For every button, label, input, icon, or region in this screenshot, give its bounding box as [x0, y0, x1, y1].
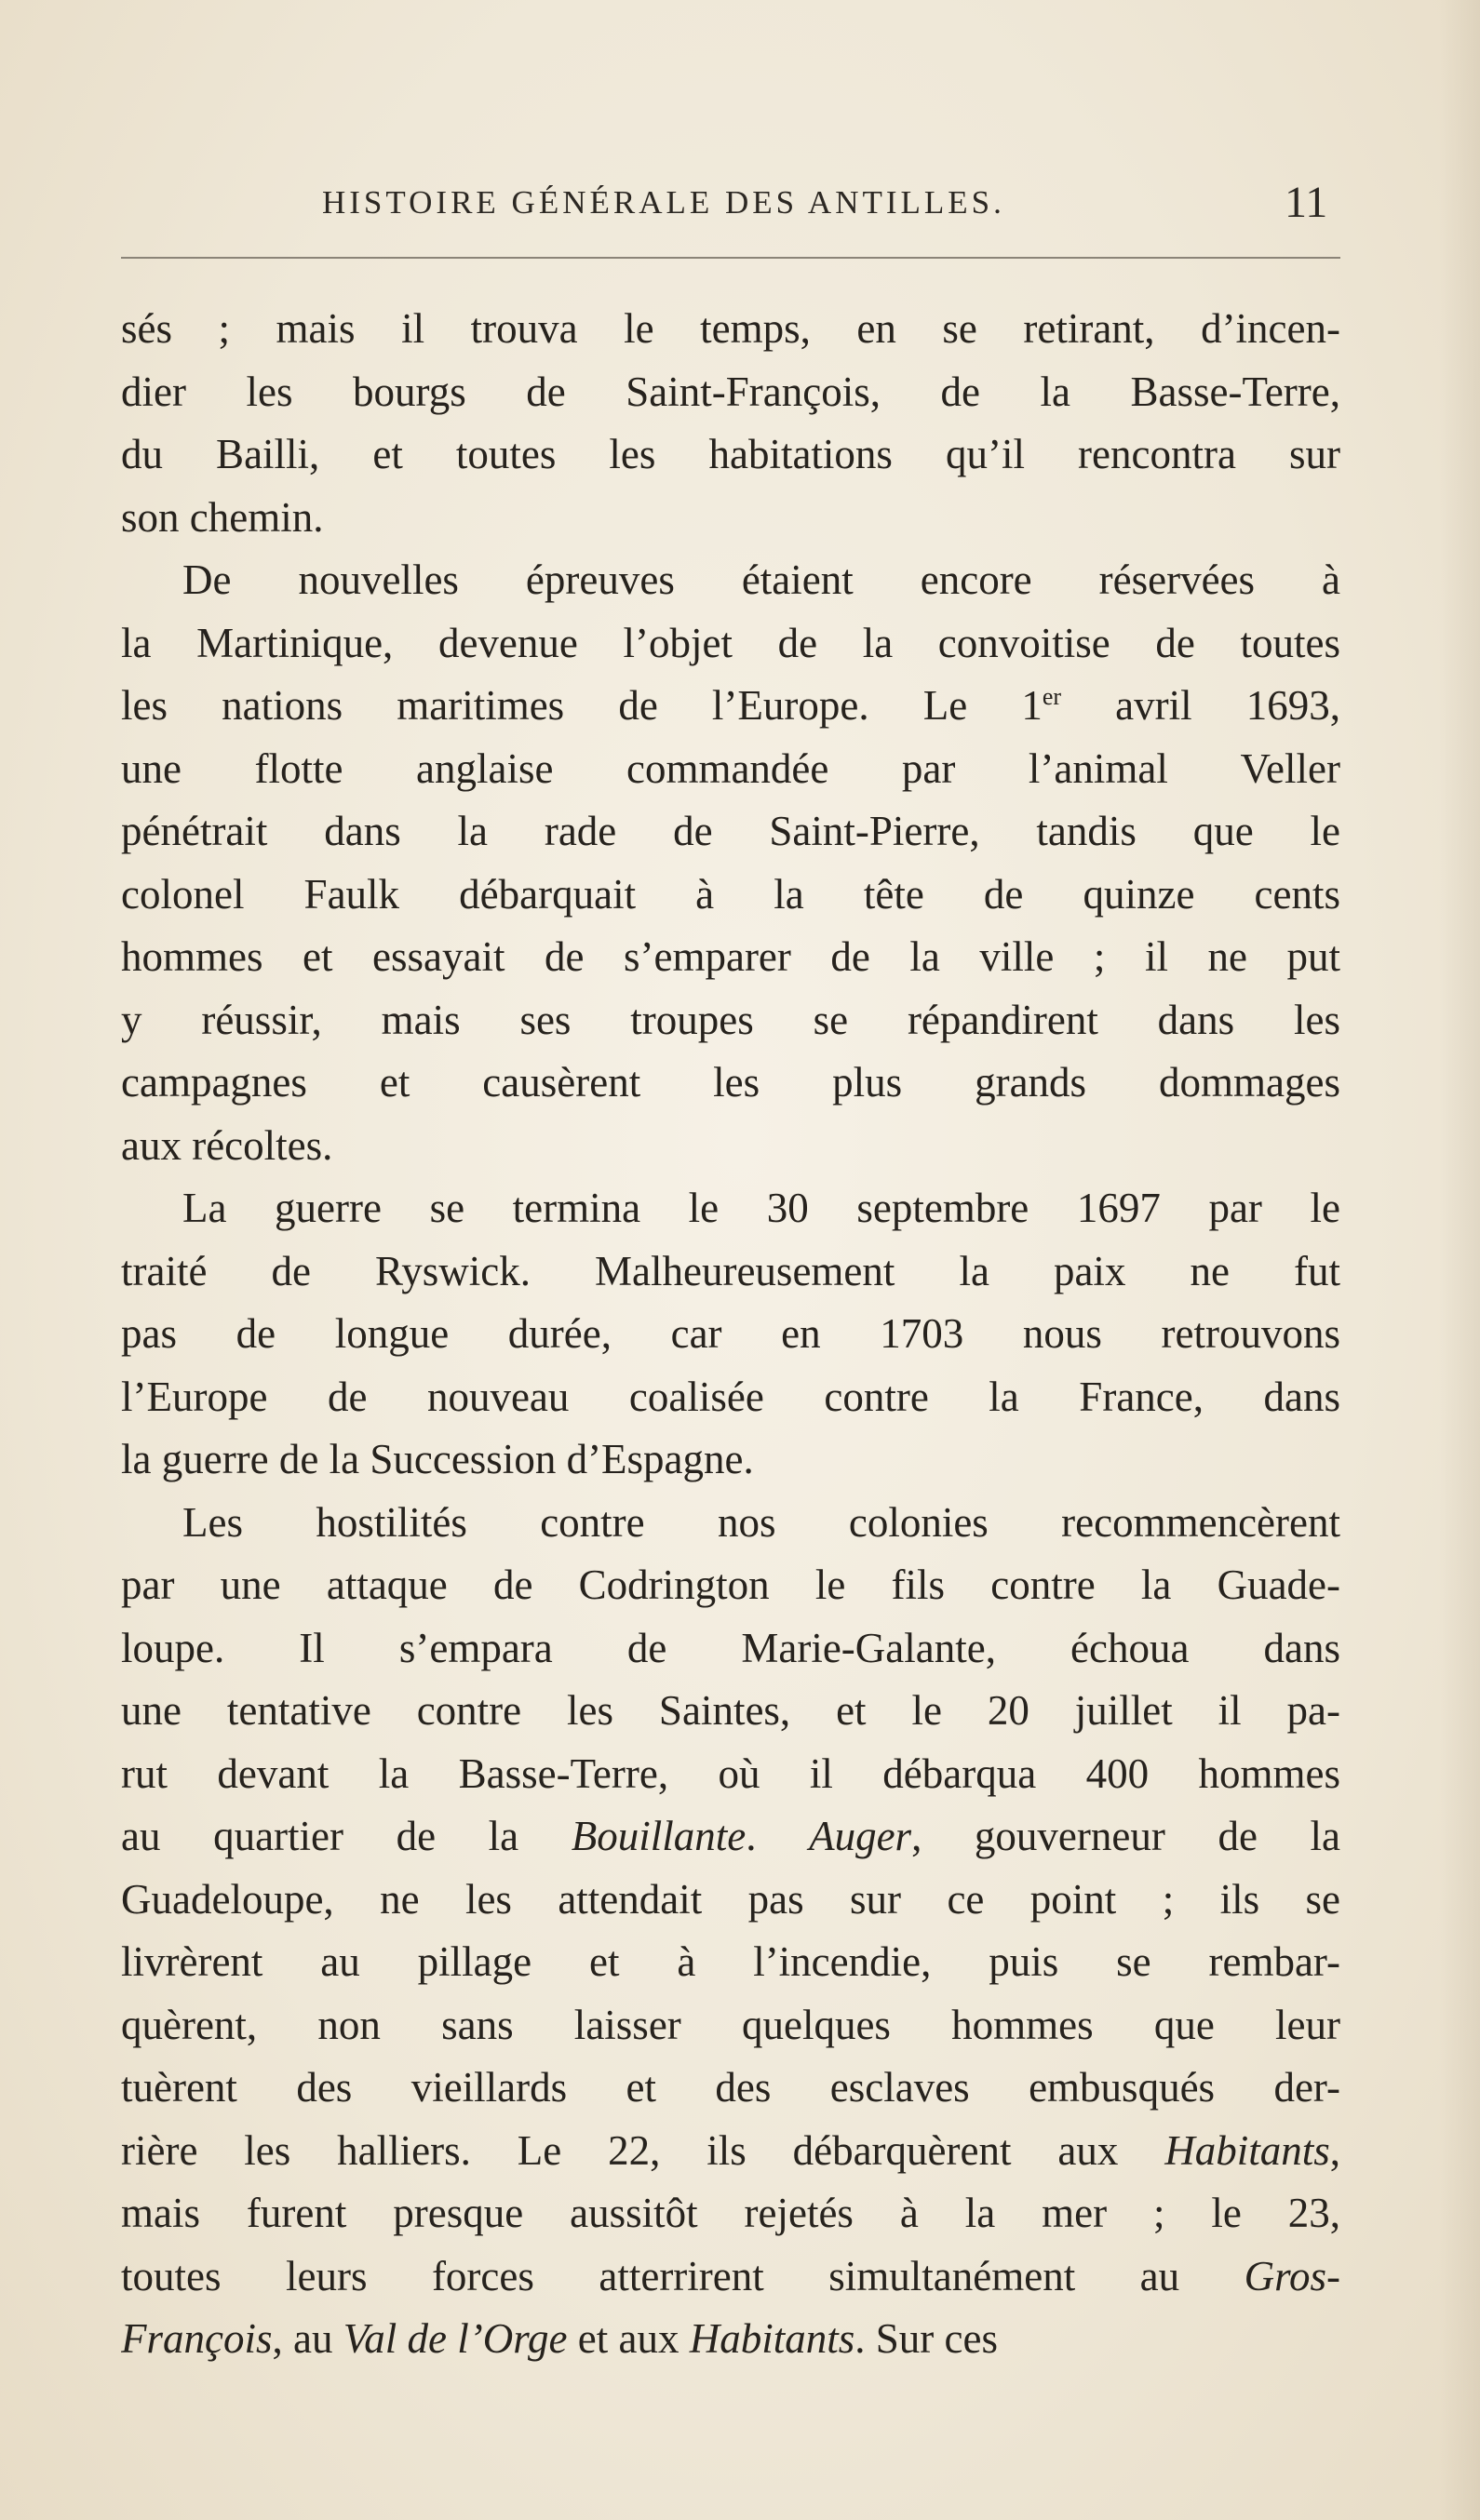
italic-place-name: Habitants	[1164, 2126, 1330, 2174]
text-line	[121, 1805, 1340, 1869]
text-line: traité de Ryswick. Malheureusement la paix ne fut	[121, 1247, 1340, 1294]
text-line: loupe. Il s’empara de Marie-Galante, échoua dans	[121, 1624, 1340, 1671]
text-span: rière les halliers. Le 22, ils débarquèrent aux	[121, 2126, 1165, 2174]
page-number: 11	[1285, 178, 1328, 227]
text-span: au quartier de la	[121, 1813, 572, 1859]
text-line: l’Europe de nouveau coalisée contre la France, dans	[121, 1373, 1340, 1420]
text-line: quèrent, non sans laisser quelques hommes que leur	[121, 2001, 1340, 2048]
text-line: colonel Faulk débarquait à la tête de quinze cents	[121, 870, 1340, 918]
text-line	[121, 2120, 1340, 2183]
text-line: une tentative contre les Saintes, et le 20 juillet il pa-	[121, 1687, 1340, 1734]
running-title: HISTOIRE GÉNÉRALE DES ANTILLES.	[322, 184, 1005, 221]
text-line: la Martinique, devenue l’objet de la convoitise de toutes	[121, 619, 1340, 666]
text-line: une flotte anglaise commandée par l’animal Veller	[121, 744, 1340, 792]
italic-place-name: Val de l’Orge	[343, 2315, 568, 2362]
text-span: .	[746, 1813, 810, 1859]
text-span: et aux	[567, 2315, 690, 2362]
text-line: De nouvelles épreuves étaient encore réservées à	[182, 556, 1340, 603]
text-span: ,	[1329, 2126, 1340, 2174]
text-line: Les hostilités contre nos colonies recommencèrent	[182, 1498, 1340, 1546]
text-span: , gouverneur de la	[911, 1813, 1340, 1859]
text-span: . Sur ces	[854, 2315, 998, 2362]
text-line: tuèrent des vieillards et des esclaves embusqués der-	[121, 2064, 1340, 2111]
text-span: les nations maritimes de l’Europe. Le 1	[121, 682, 1043, 729]
text-line: y réussir, mais ses troupes se répandirent dans les	[121, 996, 1340, 1043]
text-line: La guerre se termina le 30 septembre 1697 par le	[182, 1185, 1340, 1231]
text-line: pas de longue durée, car en 1703 nous retrouvons	[121, 1310, 1340, 1357]
text-line: aux récoltes.	[121, 1121, 333, 1169]
header-rule	[121, 257, 1340, 259]
text-line	[121, 2308, 1340, 2371]
italic-place-name: François	[121, 2315, 273, 2362]
text-line: livrèrent au pillage et à l’incendie, puis se rembar-	[121, 1938, 1340, 1985]
text-line: par une attaque de Codrington le fils contre la Guade-	[121, 1562, 1340, 1608]
text-line: pénétrait dans la rade de Saint-Pierre, tandis que le	[121, 808, 1340, 854]
text-span: toutes leurs forces atterrirent simultanément au	[121, 2252, 1245, 2299]
text-line: hommes et essayait de s’emparer de la ville ; il ne put	[121, 933, 1340, 980]
body-text	[121, 298, 1340, 2371]
text-span: , au	[272, 2315, 343, 2362]
italic-person-name: Auger	[809, 1813, 912, 1859]
text-line: son chemin.	[121, 493, 324, 541]
text-line: la guerre de la Succession d’Espagne.	[121, 1436, 754, 1482]
text-line: dier les bourgs de Saint-François, de la Basse-Terre,	[121, 368, 1340, 415]
italic-place-name: Bouillante	[571, 1813, 747, 1859]
text-line: mais furent presque aussitôt rejetés à la mer ; le 23,	[121, 2190, 1340, 2236]
text-line: sés ; mais il trouva le temps, en se retirant, d’incen-	[121, 305, 1340, 352]
text-span: avril 1693,	[1061, 682, 1340, 729]
text-line: Guadeloupe, ne les attendait pas sur ce point ; ils se	[121, 1875, 1340, 1923]
text-line: rut devant la Basse-Terre, où il débarqua 400 hommes	[121, 1749, 1340, 1797]
text-line	[121, 675, 1340, 738]
text-line	[121, 2245, 1340, 2309]
superscript: er	[1042, 683, 1062, 710]
italic-place-name: Habitants	[689, 2315, 855, 2362]
text-line: du Bailli, et toutes les habitations qu’il rencontra sur	[121, 431, 1340, 477]
text-line: campagnes et causèrent les plus grands dommages	[121, 1059, 1340, 1106]
italic-place-name: Gros-	[1244, 2252, 1340, 2299]
